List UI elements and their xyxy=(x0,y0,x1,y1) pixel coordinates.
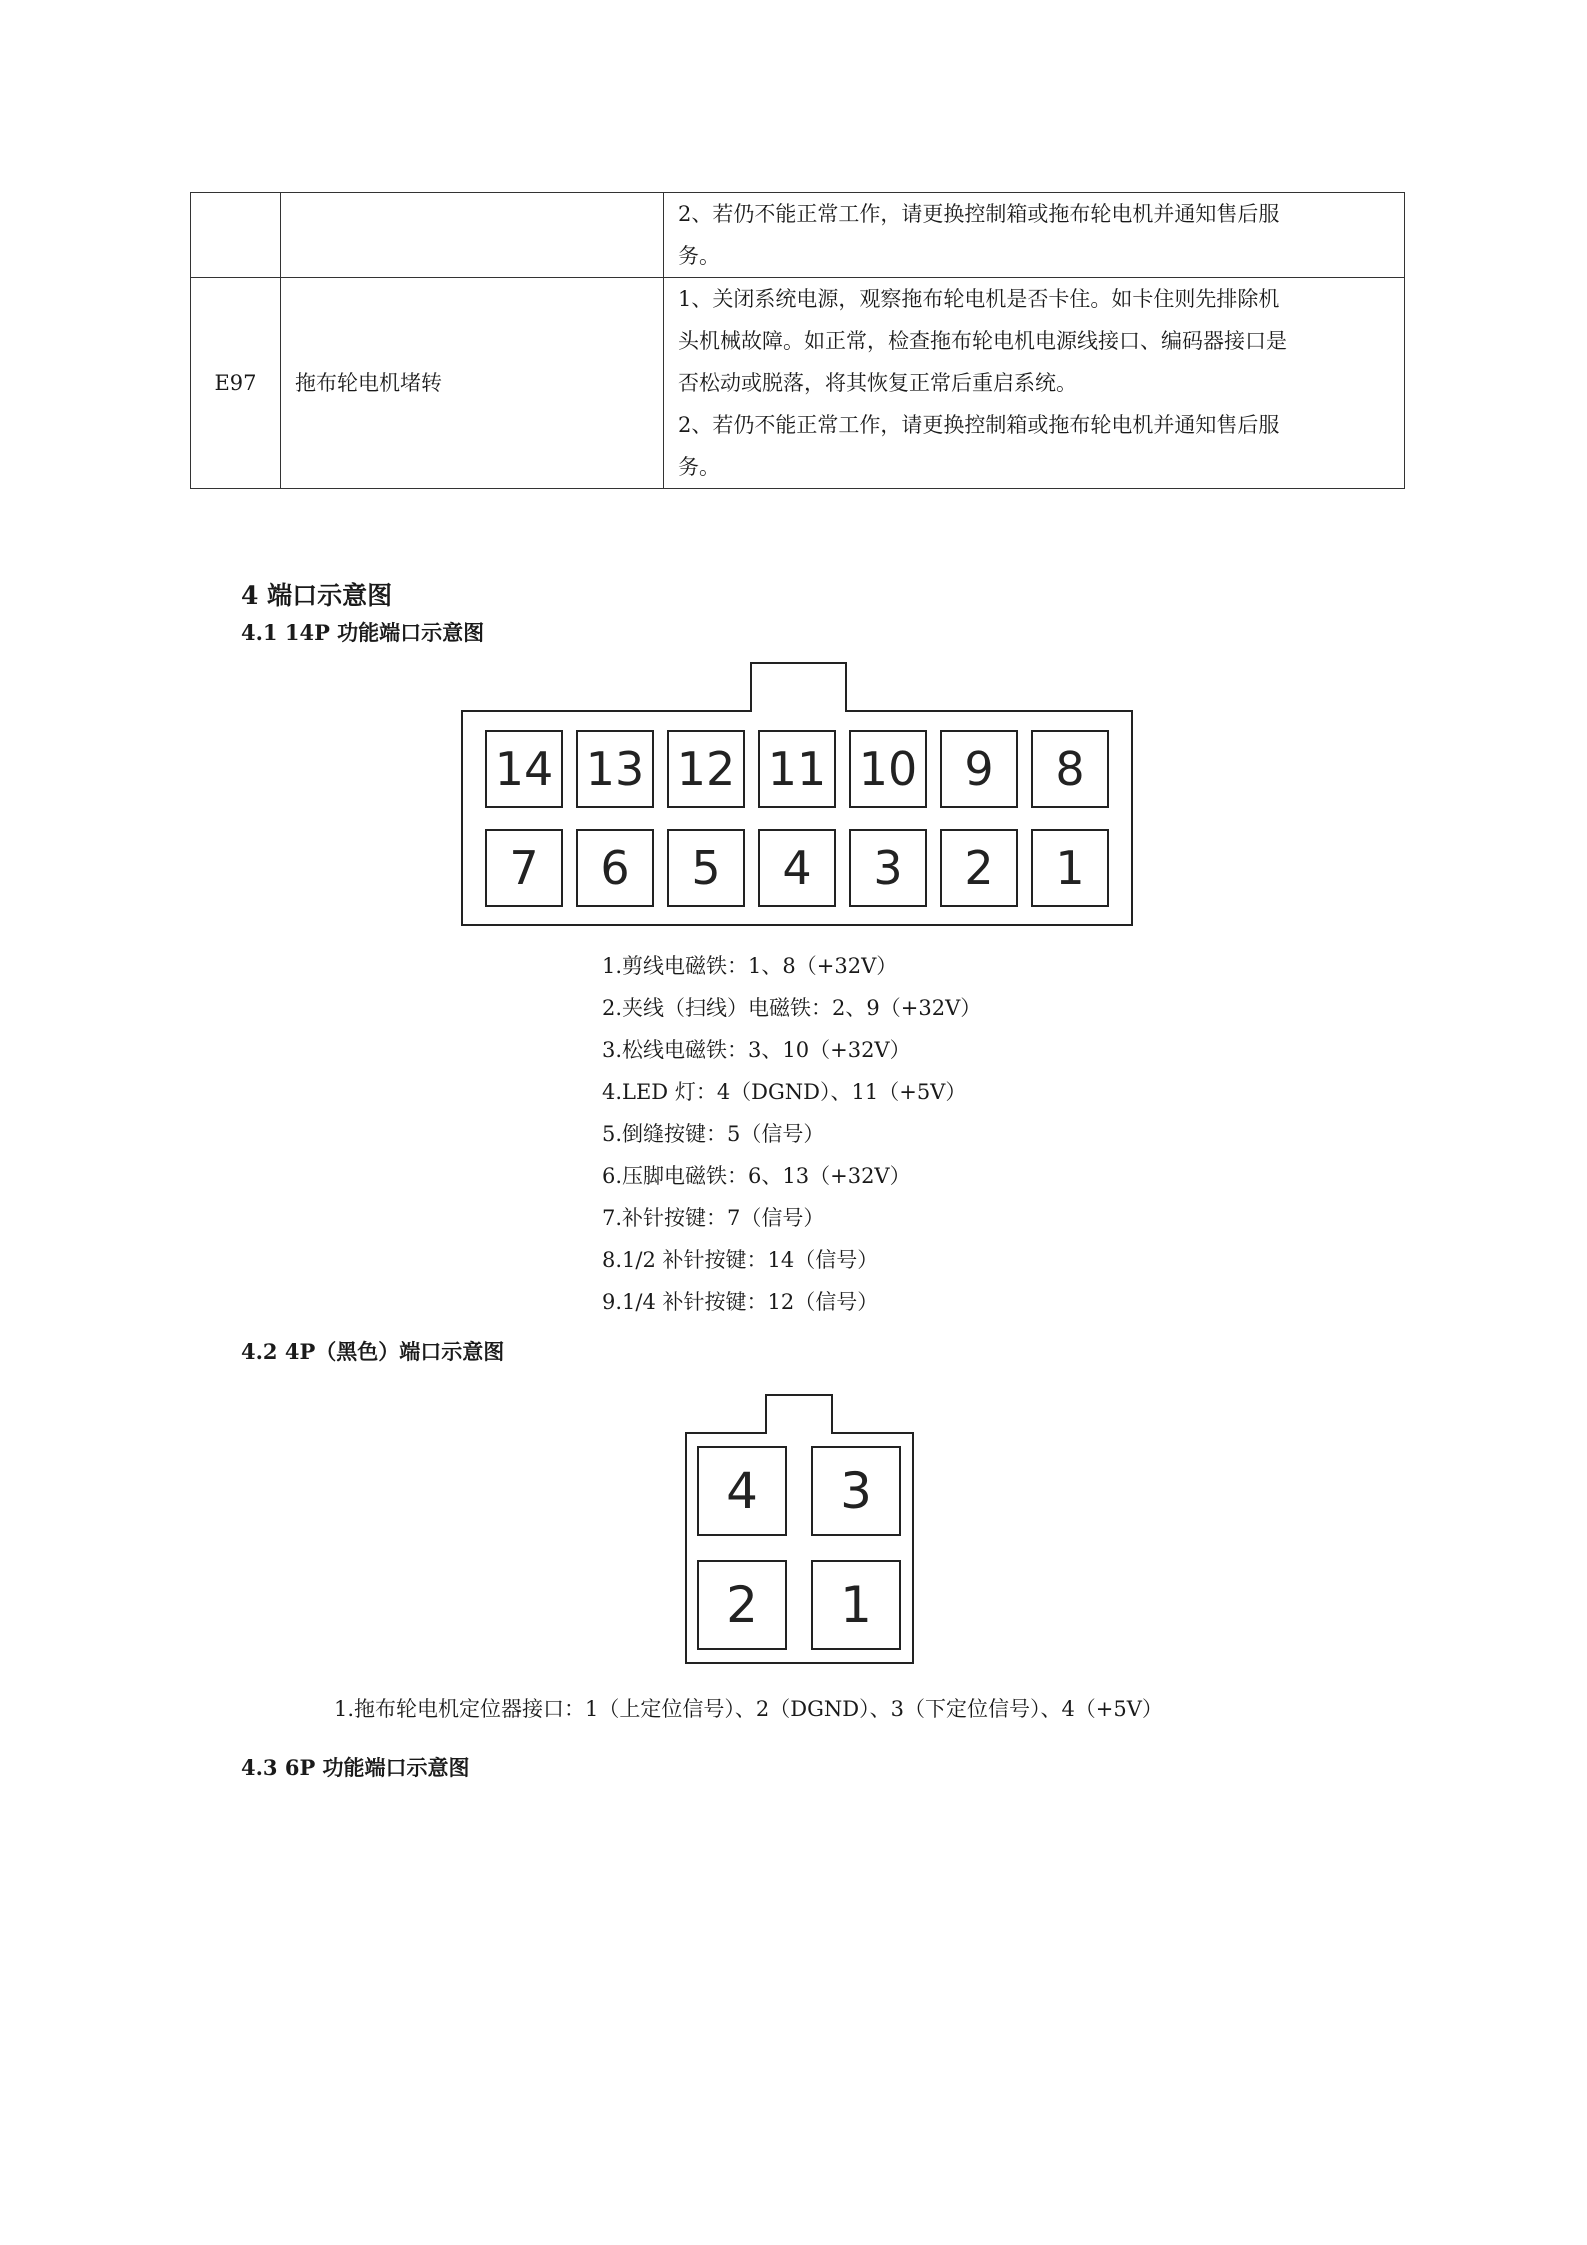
fault-name-cell xyxy=(281,193,664,278)
pin-6: 6 xyxy=(576,829,654,907)
list-item: 2.夹线（扫线）电磁铁：2、9（+32V） xyxy=(602,996,982,1020)
pin-5: 5 xyxy=(667,829,745,907)
heading-14p: 4.1 14P 功能端口示意图 xyxy=(241,620,485,645)
list-item: 3.松线电磁铁：3、10（+32V） xyxy=(602,1038,911,1062)
list-item: 4.LED 灯：4（DGND）、11（+5V） xyxy=(602,1080,967,1104)
solution-line: 否松动或脱落，将其恢复正常后重启系统。 xyxy=(678,371,1077,395)
pin-4: 4 xyxy=(758,829,836,907)
list-item: 6.压脚电磁铁：6、13（+32V） xyxy=(602,1164,911,1188)
table-row xyxy=(191,278,1405,489)
list-item: 8.1/2 补针按键：14（信号） xyxy=(602,1248,879,1272)
pin-3: 3 xyxy=(849,829,927,907)
pin-8: 8 xyxy=(1031,730,1109,808)
solution-line: 头机械故障。如正常，检查拖布轮电机电源线接口、编码器接口是 xyxy=(678,329,1287,353)
pin-14: 14 xyxy=(485,730,563,808)
fault-solution-cell xyxy=(664,278,1405,489)
heading-4p: 4.2 4P（黑色）端口示意图 xyxy=(241,1339,505,1364)
pin-13: 13 xyxy=(576,730,654,808)
solution-line: 1、关闭系统电源，观察拖布轮电机是否卡住。如卡住则先排除机 xyxy=(678,287,1280,311)
solution-line: 务。 xyxy=(678,244,720,268)
pin-4p-1: 1 xyxy=(811,1560,901,1650)
pin-4p-description: 1.拖布轮电机定位器接口：1（上定位信号）、2（DGND）、3（下定位信号）、4（+5V） xyxy=(334,1697,1163,1721)
heading-6p: 4.3 6P 功能端口示意图 xyxy=(241,1755,470,1780)
connector-4p-latch xyxy=(765,1394,833,1434)
solution-line: 务。 xyxy=(678,455,720,479)
pin-10: 10 xyxy=(849,730,927,808)
list-item: 5.倒缝按键：5（信号） xyxy=(602,1122,825,1146)
solution-line: 2、若仍不能正常工作，请更换控制箱或拖布轮电机并通知售后服 xyxy=(678,413,1280,437)
list-item: 7.补针按键：7（信号） xyxy=(602,1206,825,1230)
solution-line: 2、若仍不能正常工作，请更换控制箱或拖布轮电机并通知售后服 xyxy=(678,202,1280,226)
pin-4p-4: 4 xyxy=(697,1446,787,1536)
pin-9: 9 xyxy=(940,730,1018,808)
pin-description-list xyxy=(602,945,981,1323)
fault-solution-cell xyxy=(664,193,1405,278)
fault-table xyxy=(190,192,1405,489)
pin-2: 2 xyxy=(940,829,1018,907)
pin-1: 1 xyxy=(1031,829,1109,907)
fault-name-cell: 拖布轮电机堵转 xyxy=(281,278,664,489)
list-item: 1.剪线电磁铁：1、8（+32V） xyxy=(602,954,898,978)
pin-4p-2: 2 xyxy=(697,1560,787,1650)
table-row xyxy=(191,193,1405,278)
connector-4p-latch-gap xyxy=(767,1430,831,1436)
section-title: 4 端口示意图 xyxy=(241,581,393,610)
pin-7: 7 xyxy=(485,829,563,907)
pin-11: 11 xyxy=(758,730,836,808)
connector-14p-latch-gap xyxy=(752,708,845,714)
list-item: 9.1/4 补针按键：12（信号） xyxy=(602,1290,879,1314)
connector-14p-latch xyxy=(750,662,847,712)
pin-12: 12 xyxy=(667,730,745,808)
fault-code-cell: E97 xyxy=(191,278,281,489)
fault-code-cell xyxy=(191,193,281,278)
pin-4p-3: 3 xyxy=(811,1446,901,1536)
